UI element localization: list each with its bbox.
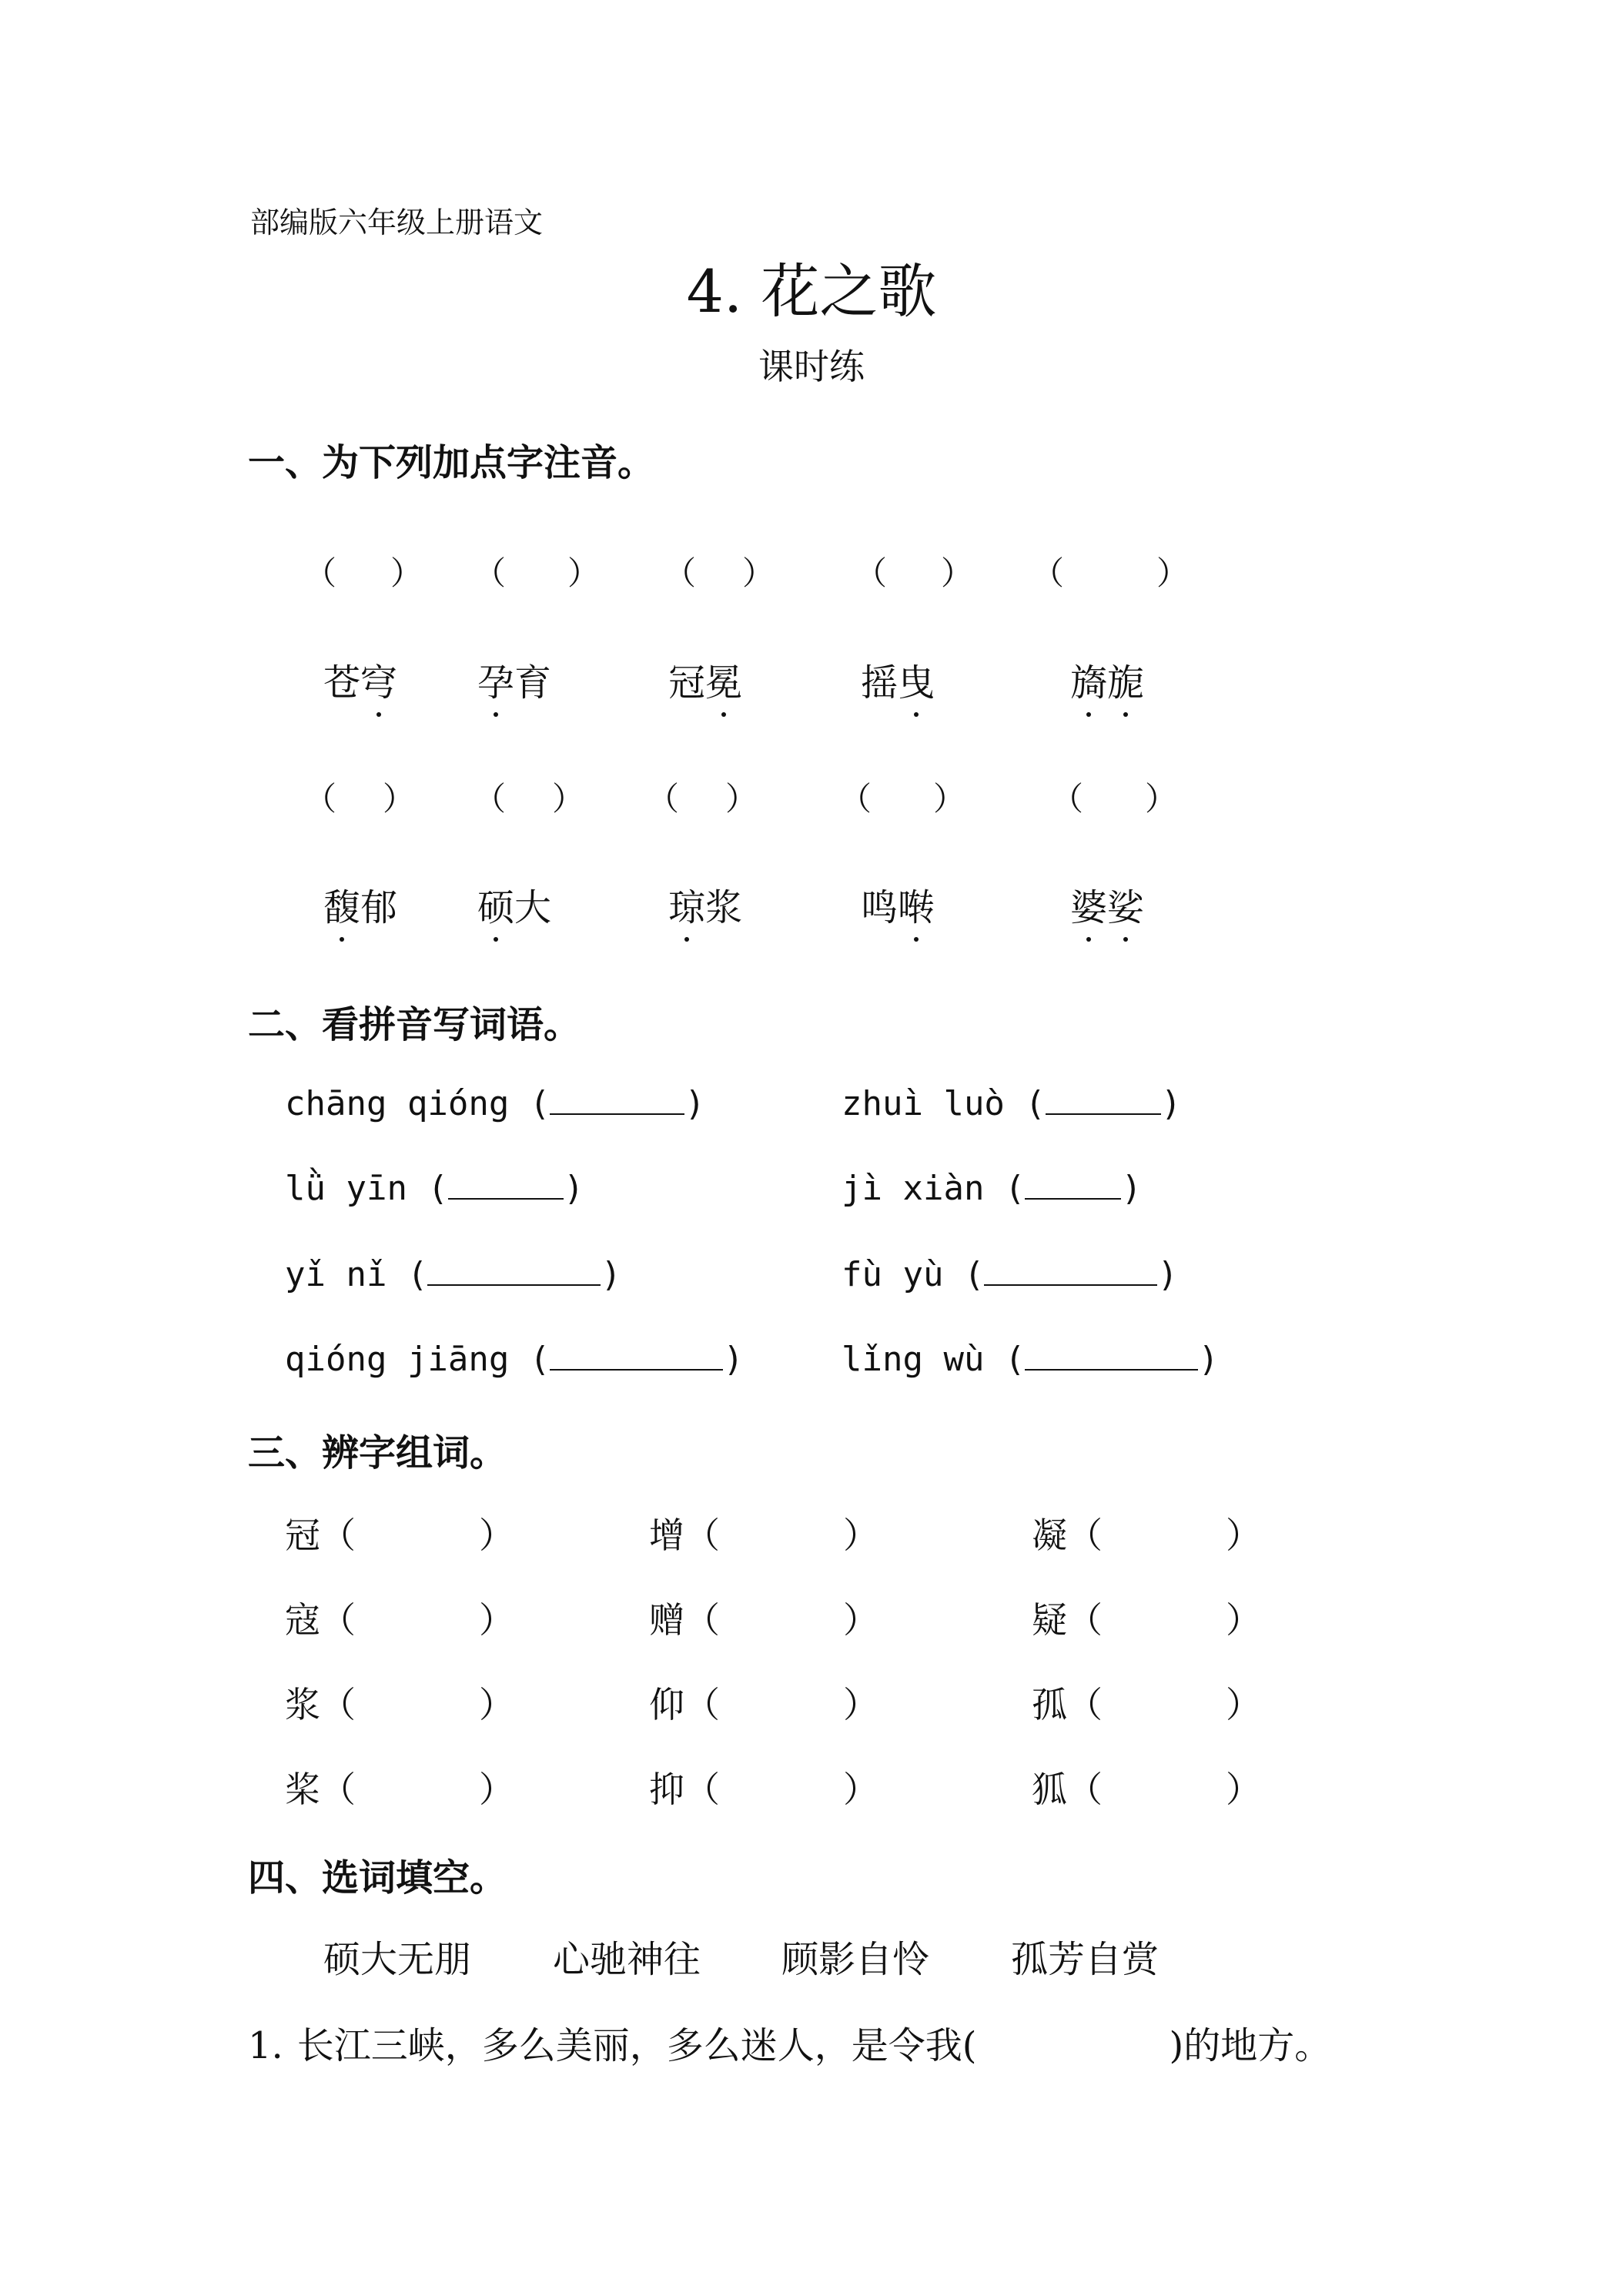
char-item[interactable]: 增（ ） [649, 1514, 878, 1556]
pinyin-item[interactable]: zhuì luò ( ) [842, 1084, 1182, 1123]
char-item[interactable]: 孤（ ） [1032, 1684, 1261, 1725]
dotted-word: 孕育 [477, 653, 551, 706]
char-item[interactable]: 凝（ ） [1032, 1514, 1261, 1556]
pinyin-item[interactable]: qióng jiāng ( ) [285, 1340, 744, 1379]
section-4-heading: 四、选词填空。 [248, 1856, 507, 1899]
dotted-word: 鸣啭 [861, 878, 935, 931]
answer-paren[interactable]: （ ） [474, 554, 601, 592]
answer-paren[interactable]: （ ） [1051, 780, 1178, 818]
char-item[interactable]: 狐（ ） [1032, 1769, 1261, 1810]
lesson-subtitle: 课时练 [758, 346, 865, 387]
lesson-title: 4. 花之歌 [686, 257, 937, 326]
section-1-heading: 一、为下列加点字注音。 [248, 441, 655, 484]
dotted-word: 冠冕 [668, 653, 742, 706]
answer-paren[interactable]: （ ） [839, 780, 966, 818]
dotted-word: 旖旎 [1070, 653, 1144, 706]
pinyin-item[interactable]: lǜ yīn ( ) [285, 1169, 584, 1208]
dotted-word: 摇曳 [861, 653, 935, 706]
section-2-heading: 二、看拼音写词语。 [248, 1003, 581, 1046]
char-item[interactable]: 疑（ ） [1032, 1599, 1261, 1641]
char-item[interactable]: 赠（ ） [649, 1599, 878, 1641]
section-3-heading: 三、辨字组词。 [248, 1431, 507, 1474]
word-option: 心驰神往 [553, 1938, 701, 1981]
dotted-word: 馥郁 [323, 878, 397, 931]
answer-paren[interactable]: （ ） [647, 780, 758, 818]
pinyin-item[interactable]: chāng qióng ( ) [285, 1084, 705, 1123]
dotted-word: 苍穹 [323, 653, 397, 706]
char-item[interactable]: 冠（ ） [285, 1514, 514, 1556]
word-option: 顾影自怜 [781, 1938, 930, 1981]
char-item[interactable]: 抑（ ） [649, 1769, 878, 1810]
pinyin-item[interactable]: fù yù ( ) [842, 1255, 1178, 1294]
char-item[interactable]: 仰（ ） [649, 1684, 878, 1725]
dotted-word: 硕大 [477, 878, 551, 931]
answer-paren[interactable]: （ ） [474, 780, 585, 818]
char-item[interactable]: 寇（ ） [285, 1599, 514, 1641]
char-item[interactable]: 浆（ ） [285, 1684, 514, 1725]
pinyin-item[interactable]: yǐ nǐ ( ) [285, 1255, 621, 1294]
pinyin-item[interactable]: jì xiàn ( ) [842, 1169, 1142, 1208]
word-option: 孤芳自赏 [1011, 1938, 1160, 1981]
answer-paren[interactable]: （ ） [1032, 554, 1190, 592]
char-item[interactable]: 桨（ ） [285, 1769, 514, 1810]
word-option: 硕大无朋 [323, 1938, 472, 1981]
book-header: 部编版六年级上册语文 [250, 206, 544, 239]
answer-paren[interactable]: （ ） [304, 780, 416, 818]
question-1[interactable]: 1. 长江三峡，多么美丽，多么迷人，是令我( )的地方。 [248, 2024, 1332, 2067]
pinyin-item[interactable]: lǐng wù ( ) [842, 1340, 1219, 1379]
dotted-word: 婆娑 [1070, 878, 1144, 931]
dotted-word: 琼浆 [668, 878, 742, 931]
answer-paren[interactable]: （ ） [304, 554, 423, 592]
answer-paren[interactable]: （ ） [664, 554, 775, 592]
answer-paren[interactable]: （ ） [855, 554, 974, 592]
